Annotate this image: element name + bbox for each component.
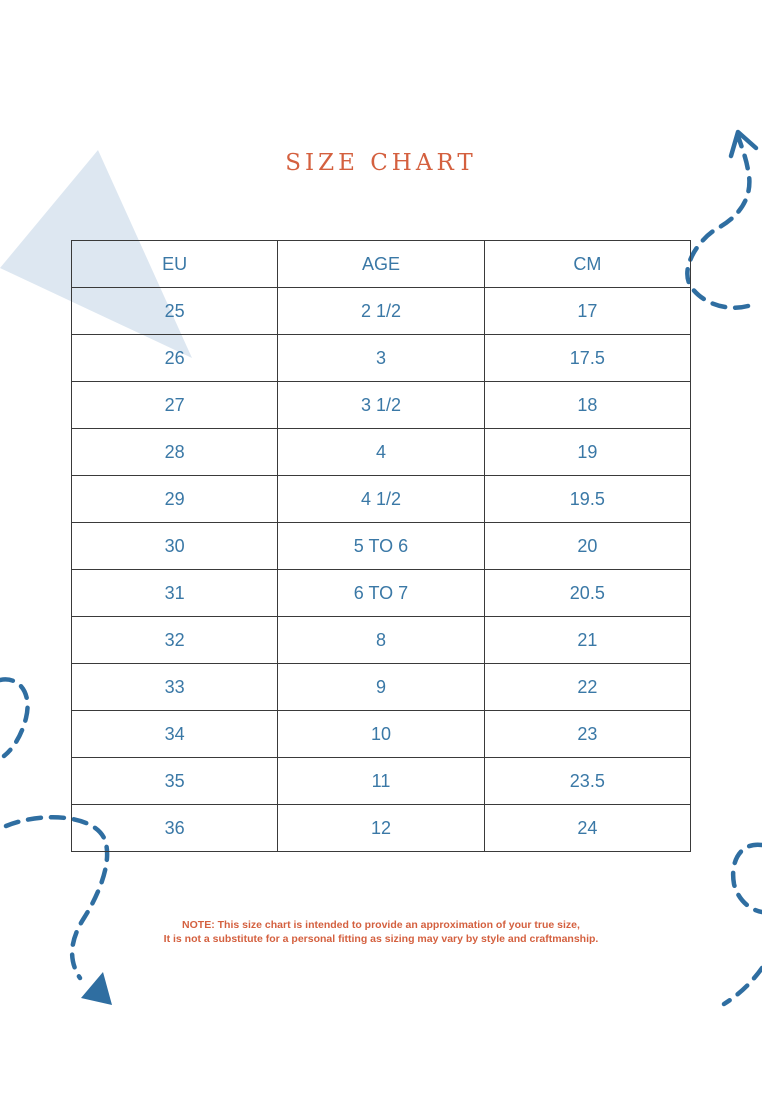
triangle-arrow-icon xyxy=(81,972,112,1005)
page-title: SIZE CHART xyxy=(285,150,477,176)
note-line-2: It is not a substitute for a personal fitting as sizing may vary by style and craftmanship. xyxy=(163,933,599,945)
age-cell: 5 TO 6 xyxy=(278,523,484,570)
eu-cell: 32 xyxy=(72,617,278,664)
age-cell: 4 1/2 xyxy=(278,476,484,523)
cm-cell: 20 xyxy=(484,523,690,570)
age-cell: 9 xyxy=(278,664,484,711)
eu-cell: 26 xyxy=(72,335,278,382)
eu-cell: 33 xyxy=(72,664,278,711)
eu-cell: 31 xyxy=(72,570,278,617)
age-cell: 3 1/2 xyxy=(278,382,484,429)
eu-cell: 30 xyxy=(72,523,278,570)
cm-cell: 18 xyxy=(484,382,690,429)
eu-cell: 34 xyxy=(72,711,278,758)
size-table xyxy=(71,240,691,852)
eu-cell: 29 xyxy=(72,476,278,523)
table-row xyxy=(72,288,691,335)
eu-cell: 28 xyxy=(72,429,278,476)
age-cell: 11 xyxy=(278,758,484,805)
cm-cell: 24 xyxy=(484,805,690,852)
eu-cell: 35 xyxy=(72,758,278,805)
sizing-note xyxy=(0,918,762,946)
table-row xyxy=(72,664,691,711)
eu-cell: 36 xyxy=(72,805,278,852)
age-cell: 6 TO 7 xyxy=(278,570,484,617)
table-row xyxy=(72,476,691,523)
age-cell: 10 xyxy=(278,711,484,758)
age-cell: 2 1/2 xyxy=(278,288,484,335)
cm-cell: 17.5 xyxy=(484,335,690,382)
table-row xyxy=(72,805,691,852)
cm-cell: 19.5 xyxy=(484,476,690,523)
cm-cell: 22 xyxy=(484,664,690,711)
age-cell: 3 xyxy=(278,335,484,382)
age-cell: 12 xyxy=(278,805,484,852)
cm-cell: 20.5 xyxy=(484,570,690,617)
table-header-row xyxy=(72,241,691,288)
eu-cell: 25 xyxy=(72,288,278,335)
cm-cell: 19 xyxy=(484,429,690,476)
column-header-eu: EU xyxy=(72,241,278,288)
age-cell: 8 xyxy=(278,617,484,664)
table-row xyxy=(72,570,691,617)
age-cell: 4 xyxy=(278,429,484,476)
dashed-arc-left xyxy=(0,679,28,756)
table-row xyxy=(72,335,691,382)
note-line-1: NOTE: This size chart is intended to provide an approximation of your true size, xyxy=(182,919,580,931)
table-row xyxy=(72,429,691,476)
eu-cell: 27 xyxy=(72,382,278,429)
table-row xyxy=(72,523,691,570)
column-header-age: AGE xyxy=(278,241,484,288)
column-header-cm: CM xyxy=(484,241,690,288)
dashed-stroke-bottom-right xyxy=(724,968,762,1004)
table-row xyxy=(72,617,691,664)
dashed-arc-right xyxy=(733,845,762,912)
table-row xyxy=(72,758,691,805)
cm-cell: 23.5 xyxy=(484,758,690,805)
table-row xyxy=(72,711,691,758)
cm-cell: 21 xyxy=(484,617,690,664)
cm-cell: 17 xyxy=(484,288,690,335)
cm-cell: 23 xyxy=(484,711,690,758)
table-row xyxy=(72,382,691,429)
